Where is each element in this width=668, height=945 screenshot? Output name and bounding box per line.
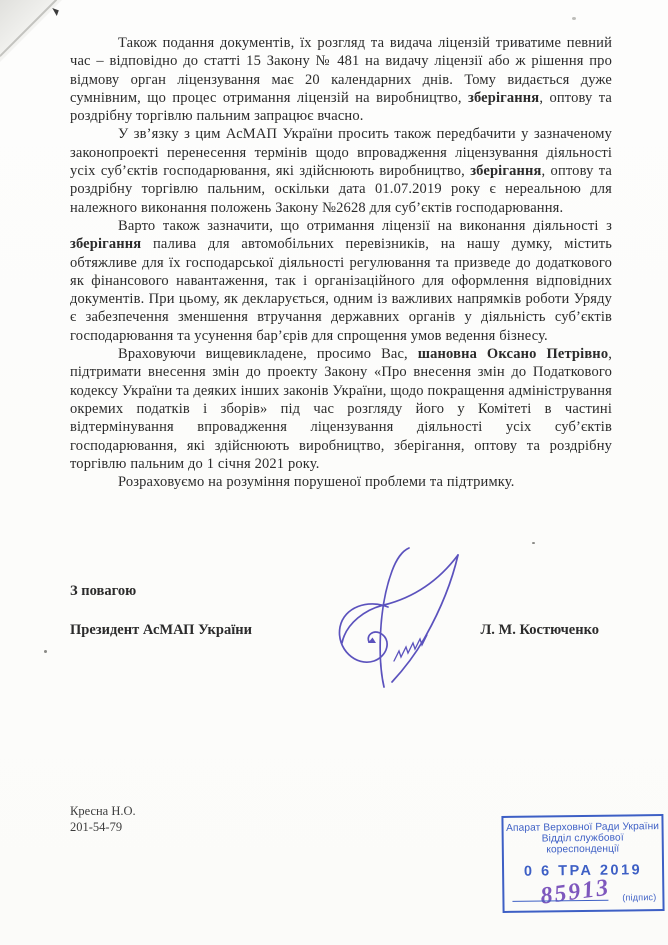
paragraph: Варто також зазначити, що отримання ліцензії на виконання діяльності з зберігання палива для автомобільних перевізників, на нашу думку, містить обтяжливе для їх господарської діяльності регулювання та призведе до додаткового як фінансового навантаження, так і організаційного для оформлення відповідних документів. При цьому, як декларується, одним із важливих напрямків роботи Уряду є забезпечення зменшення втручання державних органів у діяльність суб’єктів господарювання та усунення бар’єрів для спрощення умов ведення бізнесу.	[70, 217, 612, 344]
signer-title: Президент АсМАП України	[70, 622, 252, 638]
stamp-signature-row	[510, 874, 657, 910]
scan-speck	[532, 542, 535, 544]
paragraph: У зв’язку з цим АсМАП України просить також передбачити у зазначеному законопроекті перенесення термінів щодо впровадження ліцензування діяльності усіх суб’єктів господарювання, які здійснюють виробництво, зберігання, оптову та роздрібну торгівлю пальним, оскільки дата 01.07.2019 року є нереальною для належного виконання положень Закону №2628 для суб’єктів господарювання.	[70, 126, 613, 216]
ink-signature	[332, 547, 460, 689]
letter-body	[70, 34, 612, 491]
page-corner-fold-artifact	[0, 0, 70, 70]
executor-phone: 201-54-79	[70, 820, 123, 834]
executor-name: Кресна Н.О.	[70, 804, 136, 818]
stamp-date: 0 6 ТРА 2019	[523, 862, 643, 880]
corner-ink-mark	[50, 8, 59, 16]
scan-speck	[572, 17, 576, 20]
paragraph: Враховуючи вищевикладене, просимо Вас, шановна Оксано Петрівно, підтримати внесення змін до проекту Закону «Про внесення змін до Податкового кодексу України та деяких інших законів України, щодо покращення адміністрування окремих податків і зборів» під час розгляду його у Комітеті в частині відтермінування впровадження ліцензування діяльності усіх суб’єктів господарювання, які здійснюють виробництво, зберігання, оптову та роздрібну торгівлю пальним до 1 січня 2021 року.	[70, 346, 612, 472]
executor-footer	[70, 803, 136, 835]
scan-speck	[44, 650, 47, 653]
closing-salutation: З повагою	[70, 583, 137, 599]
signer-name: Л. М. Костюченко	[480, 622, 599, 638]
stamp-org-line1: Апарат Верховної Ради України	[505, 821, 660, 834]
paragraph: Розраховуємо на розуміння порушеної проблеми та підтримку.	[118, 474, 515, 491]
paragraph: Також подання документів, їх розгляд та видача ліцензій триватиме певний час – відповідно до статті 15 Закону № 481 на видачу ліцензії або ж рішення про відмову орган ліцензування має 20 календарних днів. Тому видається дуже сумнівним, що процес отримання ліцензій на виробництво, зберігання, оптову та роздрібну торгівлю пальним запрацює вчасно.	[70, 35, 612, 125]
registration-stamp	[501, 814, 664, 913]
handwritten-registration-number: 85913	[538, 874, 612, 910]
stamp-signature-label: (підпис)	[622, 892, 657, 903]
stamp-org-line2: Відділ службової кореспонденції	[541, 832, 624, 856]
